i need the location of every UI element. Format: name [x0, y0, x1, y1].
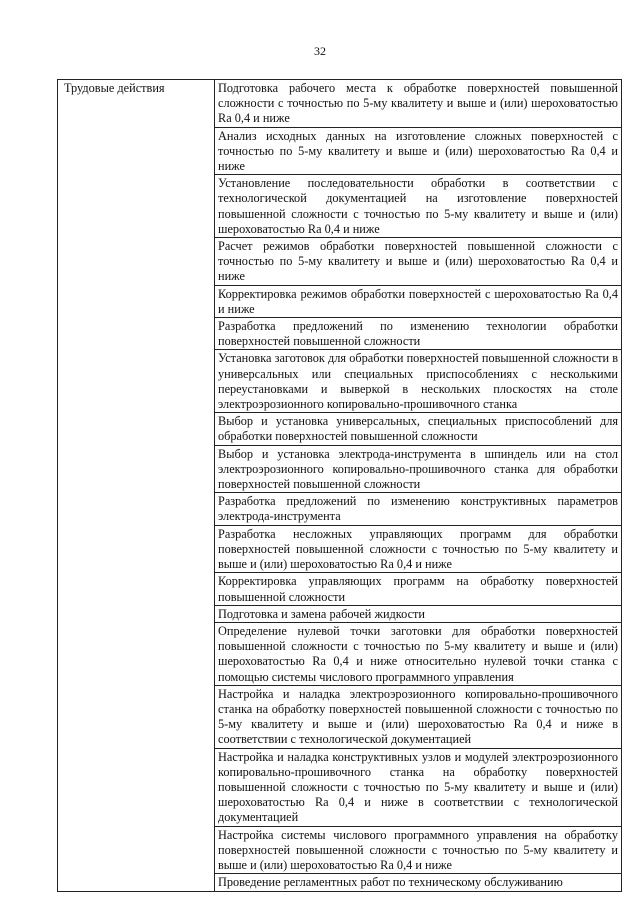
- action-item: Установка заготовок для обработки поверхностей повышенной сложности в универсальных или специальных приспособлениях с несколькими переустановками и выверкой в нескольких плоскостях на столе электроэрозионного копировально-прошивочного станка: [215, 350, 622, 413]
- action-item: Настройка и наладка электроэрозионного копировально-прошивочного станка на обработку поверхностей повышенной сложности с точностью по 5-му квалитету и выше и (или) шероховатостью Ra 0,4 и ниже в соответствии с технологической документацией: [215, 685, 622, 748]
- action-item: Расчет режимов обработки поверхностей повышенной сложности с точностью по 5-му квалитету и выше и (или) шероховатостью Ra 0,4 и ниже: [215, 238, 622, 286]
- action-item: Установление последовательности обработки в соответствии с технологической документацией на изготовление поверхностей повышенной сложности с точностью по 5-му квалитету и выше и (или) шероховатостью Ra 0,4 и ниже: [215, 175, 622, 238]
- action-item: Настройка и наладка конструктивных узлов и модулей электроэрозионного копировально-прошивочного станка на обработку поверхностей повышенной сложности с точностью по 5-му квалитету и выше и (или) шероховатостью Ra 0,4 и ниже в соответствии с технологической документацией: [215, 748, 622, 826]
- action-item: Настройка системы числового программного управления на обработку поверхностей повышенной сложности с точностью по 5-му квалитету и выше и (или) шероховатостью Ra 0,4 и ниже: [215, 826, 622, 874]
- action-item: Подготовка и замена рабочей жидкости: [215, 605, 622, 622]
- row-label-labor-actions: Трудовые действия: [58, 80, 215, 892]
- action-item: Разработка предложений по изменению технологии обработки поверхностей повышенной сложности: [215, 318, 622, 350]
- action-item: Анализ исходных данных на изготовление сложных поверхностей с точностью по 5-му квалитету и выше и (или) шероховатостью Ra 0,4 и ниже: [215, 127, 622, 175]
- action-item: Разработка несложных управляющих программ для обработки поверхностей повышенной сложности с точностью по 5-му квалитету и выше и (или) шероховатостью Ra 0,4 и ниже: [215, 525, 622, 573]
- table-row: [58, 80, 622, 128]
- action-item: Определение нулевой точки заготовки для обработки поверхностей повышенной сложности с точностью по 5-му квалитету и выше и (или) шероховатостью Ra 0,4 и ниже относительно нулевой точки станка с помощью системы числового программного управления: [215, 622, 622, 685]
- action-item: Подготовка рабочего места к обработке поверхностей повышенной сложности с точностью по 5-му квалитету и выше и (или) шероховатостью Ra 0,4 и ниже: [215, 80, 622, 128]
- labor-actions-table: [57, 79, 622, 892]
- action-item: Проведение регламентных работ по техническому обслуживанию: [215, 874, 622, 892]
- action-item: Корректировка режимов обработки поверхностей с шероховатостью Ra 0,4 и ниже: [215, 285, 622, 317]
- action-item: Выбор и установка электрода-инструмента в шпиндель или на стол электроэрозионного копировально-прошивочного станка для обработки поверхностей повышенной сложности: [215, 445, 622, 493]
- page-number: 32: [314, 44, 326, 58]
- action-item: Разработка предложений по изменению конструктивных параметров электрода-инструмента: [215, 493, 622, 525]
- action-item: Корректировка управляющих программ на обработку поверхностей повышенной сложности: [215, 573, 622, 605]
- action-item: Выбор и установка универсальных, специальных приспособлений для обработки поверхностей повышенной сложности: [215, 413, 622, 445]
